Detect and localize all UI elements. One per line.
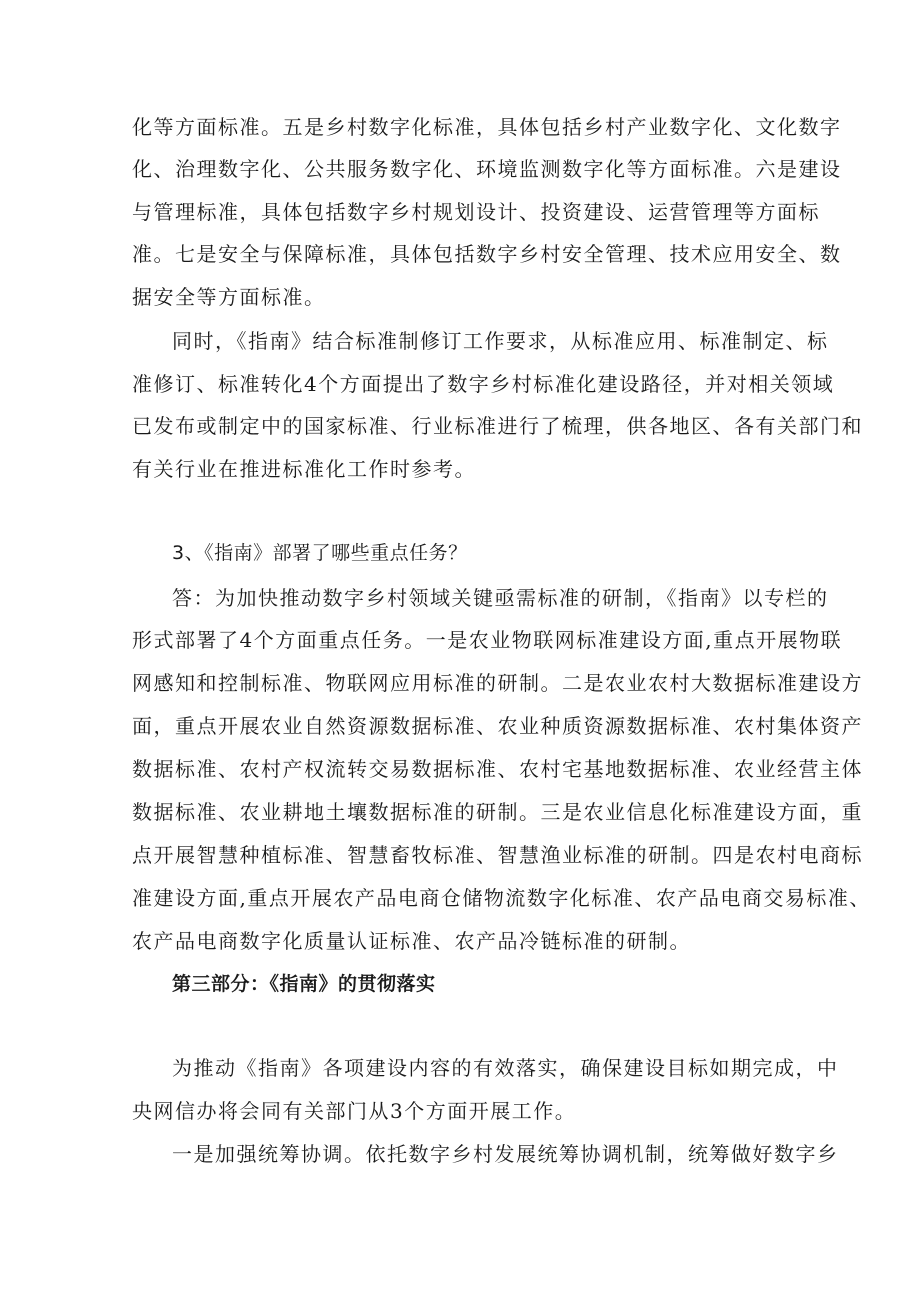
paragraph-line: 化等方面标准。五是乡村数字化标准，具体包括乡村产业数字化、文化数字	[132, 115, 842, 139]
paragraph-line: 已发布或制定中的国家标准、行业标准进行了梳理，供各地区、各有关部门和	[132, 414, 863, 438]
paragraph-line: 答：为加快推动数字乡村领域关键亟需标准的研制，《指南》以专栏的	[172, 586, 829, 610]
paragraph-line: 网感知和控制标准、物联网应用标准的研制。二是农业农村大数据标准建设方	[132, 671, 863, 695]
paragraph-line: 数据标准、农村产权流转交易数据标准、农村宅基地数据标准、农业经营主体	[132, 757, 863, 781]
paragraph-line: 面，重点开展农业自然资源数据标准、农业种质资源数据标准、农村集体资产	[132, 714, 863, 738]
paragraph-line: 与管理标准，具体包括数字乡村规划设计、投资建设、运营管理等方面标	[132, 200, 820, 224]
paragraph-line: 农产品电商数字化质量认证标准、农产品冷链标准的研制。	[132, 929, 691, 953]
paragraph-line: 点开展智慧种植标准、智慧畜牧标准、智慧渔业标准的研制。四是农村电商标	[132, 843, 863, 867]
paragraph-line: 准建设方面,重点开展农产品电商仓储物流数字化标准、农产品电商交易标准、	[132, 886, 871, 910]
paragraph-line: 化、治理数字化、公共服务数字化、环境监测数字化等方面标准。六是建设	[132, 157, 842, 181]
paragraph-line: 有关行业在推进标准化工作时参考。	[132, 457, 476, 481]
part-heading: 第三部分：《指南》的贯彻落实	[172, 973, 436, 995]
paragraph-line: 数据标准、农业耕地土壤数据标准的研制。三是农业信息化标准建设方面，重	[132, 800, 863, 824]
paragraph-line: 同时，《指南》结合标准制修订工作要求，从标准应用、标准制定、标	[172, 329, 829, 353]
paragraph-line: 据安全等方面标准。	[132, 285, 326, 309]
paragraph-line: 准。七是安全与保障标准，具体包括数字乡村安全管理、技术应用安全、数	[132, 242, 842, 266]
section-question-heading: 3、《指南》部署了哪些重点任务？	[172, 542, 468, 564]
paragraph-line: 央网信办将会同有关部门从3个方面开展工作。	[132, 1099, 577, 1123]
paragraph-line: 为推动《指南》各项建设内容的有效落实，确保建设目标如期完成，中	[172, 1056, 839, 1080]
paragraph-line: 一是加强统筹协调。依托数字乡村发展统筹协调机制，统筹做好数字乡	[172, 1142, 839, 1166]
paragraph-line: 准修订、标准转化4个方面提出了数字乡村标准化建设路径，并对相关领域	[132, 372, 835, 396]
paragraph-line: 形式部署了4个方面重点任务。一是农业物联网标准建设方面,重点开展物联	[132, 628, 843, 652]
